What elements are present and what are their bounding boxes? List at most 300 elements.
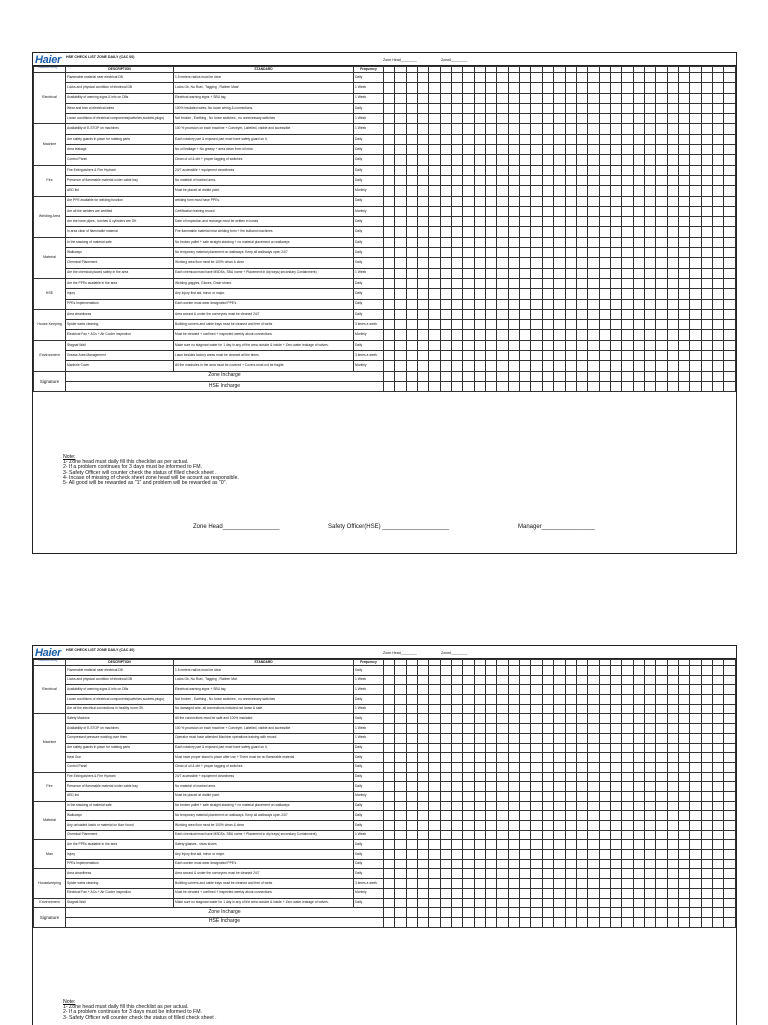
check-cell[interactable] bbox=[599, 361, 610, 371]
check-cell[interactable] bbox=[633, 155, 644, 165]
check-cell[interactable] bbox=[599, 289, 610, 299]
check-cell[interactable] bbox=[633, 134, 644, 144]
signature-cell[interactable] bbox=[576, 371, 587, 381]
signature-cell[interactable] bbox=[622, 371, 633, 381]
check-cell[interactable] bbox=[565, 811, 576, 821]
check-cell[interactable] bbox=[667, 351, 678, 361]
check-cell[interactable] bbox=[678, 850, 689, 860]
check-cell[interactable] bbox=[656, 114, 667, 124]
check-cell[interactable] bbox=[610, 830, 621, 840]
check-cell[interactable] bbox=[599, 340, 610, 350]
check-cell[interactable] bbox=[622, 278, 633, 288]
signature-cell[interactable] bbox=[599, 381, 610, 391]
check-cell[interactable] bbox=[508, 762, 519, 772]
check-cell[interactable] bbox=[667, 714, 678, 724]
check-cell[interactable] bbox=[452, 155, 463, 165]
check-cell[interactable] bbox=[633, 206, 644, 216]
check-cell[interactable] bbox=[474, 206, 485, 216]
check-cell[interactable] bbox=[667, 733, 678, 743]
check-cell[interactable] bbox=[497, 830, 508, 840]
check-cell[interactable] bbox=[712, 801, 723, 811]
check-cell[interactable] bbox=[588, 801, 599, 811]
check-cell[interactable] bbox=[520, 879, 531, 889]
check-cell[interactable] bbox=[565, 762, 576, 772]
check-cell[interactable] bbox=[565, 724, 576, 734]
check-cell[interactable] bbox=[497, 206, 508, 216]
check-cell[interactable] bbox=[452, 340, 463, 350]
check-cell[interactable] bbox=[667, 330, 678, 340]
check-cell[interactable] bbox=[429, 695, 440, 705]
signature-cell[interactable] bbox=[633, 917, 644, 927]
check-cell[interactable] bbox=[418, 145, 429, 155]
check-cell[interactable] bbox=[576, 165, 587, 175]
check-cell[interactable] bbox=[497, 879, 508, 889]
check-cell[interactable] bbox=[678, 299, 689, 309]
check-cell[interactable] bbox=[554, 237, 565, 247]
check-cell[interactable] bbox=[463, 685, 474, 695]
check-cell[interactable] bbox=[633, 830, 644, 840]
check-cell[interactable] bbox=[576, 685, 587, 695]
check-cell[interactable] bbox=[678, 227, 689, 237]
check-cell[interactable] bbox=[418, 237, 429, 247]
check-cell[interactable] bbox=[622, 320, 633, 330]
check-cell[interactable] bbox=[508, 237, 519, 247]
check-cell[interactable] bbox=[474, 695, 485, 705]
check-cell[interactable] bbox=[633, 124, 644, 134]
check-cell[interactable] bbox=[440, 666, 451, 676]
check-cell[interactable] bbox=[588, 258, 599, 268]
check-cell[interactable] bbox=[406, 724, 417, 734]
signature-cell[interactable] bbox=[440, 917, 451, 927]
check-cell[interactable] bbox=[418, 879, 429, 889]
check-cell[interactable] bbox=[463, 268, 474, 278]
check-cell[interactable] bbox=[429, 289, 440, 299]
check-cell[interactable] bbox=[724, 733, 736, 743]
signature-cell[interactable] bbox=[690, 381, 701, 391]
check-cell[interactable] bbox=[701, 782, 712, 792]
check-cell[interactable] bbox=[486, 850, 497, 860]
check-cell[interactable] bbox=[463, 83, 474, 93]
check-cell[interactable] bbox=[486, 821, 497, 831]
signature-cell[interactable] bbox=[701, 917, 712, 927]
check-cell[interactable] bbox=[542, 155, 553, 165]
check-cell[interactable] bbox=[633, 83, 644, 93]
check-cell[interactable] bbox=[576, 850, 587, 860]
check-cell[interactable] bbox=[508, 114, 519, 124]
check-cell[interactable] bbox=[531, 217, 542, 227]
check-cell[interactable] bbox=[678, 859, 689, 869]
check-cell[interactable] bbox=[701, 791, 712, 801]
check-cell[interactable] bbox=[610, 351, 621, 361]
signature-cell[interactable] bbox=[667, 381, 678, 391]
check-cell[interactable] bbox=[463, 821, 474, 831]
check-cell[interactable] bbox=[576, 340, 587, 350]
check-cell[interactable] bbox=[610, 299, 621, 309]
check-cell[interactable] bbox=[599, 772, 610, 782]
check-cell[interactable] bbox=[486, 888, 497, 898]
check-cell[interactable] bbox=[395, 278, 406, 288]
check-cell[interactable] bbox=[565, 782, 576, 792]
check-cell[interactable] bbox=[678, 801, 689, 811]
check-cell[interactable] bbox=[633, 320, 644, 330]
signature-cell[interactable] bbox=[406, 371, 417, 381]
check-cell[interactable] bbox=[542, 114, 553, 124]
check-cell[interactable] bbox=[644, 155, 655, 165]
check-cell[interactable] bbox=[724, 186, 736, 196]
signature-cell[interactable] bbox=[644, 371, 655, 381]
check-cell[interactable] bbox=[690, 743, 701, 753]
check-cell[interactable] bbox=[452, 695, 463, 705]
check-cell[interactable] bbox=[429, 762, 440, 772]
check-cell[interactable] bbox=[486, 330, 497, 340]
check-cell[interactable] bbox=[554, 898, 565, 908]
signature-cell[interactable] bbox=[508, 381, 519, 391]
check-cell[interactable] bbox=[452, 772, 463, 782]
check-cell[interactable] bbox=[395, 704, 406, 714]
check-cell[interactable] bbox=[542, 206, 553, 216]
check-cell[interactable] bbox=[520, 811, 531, 821]
check-cell[interactable] bbox=[395, 879, 406, 889]
check-cell[interactable] bbox=[644, 859, 655, 869]
check-cell[interactable] bbox=[406, 675, 417, 685]
signature-cell[interactable] bbox=[474, 917, 485, 927]
check-cell[interactable] bbox=[712, 289, 723, 299]
check-cell[interactable] bbox=[542, 330, 553, 340]
check-cell[interactable] bbox=[576, 227, 587, 237]
check-cell[interactable] bbox=[667, 361, 678, 371]
check-cell[interactable] bbox=[497, 289, 508, 299]
check-cell[interactable] bbox=[542, 103, 553, 113]
check-cell[interactable] bbox=[724, 666, 736, 676]
check-cell[interactable] bbox=[644, 801, 655, 811]
check-cell[interactable] bbox=[508, 268, 519, 278]
check-cell[interactable] bbox=[576, 888, 587, 898]
check-cell[interactable] bbox=[588, 340, 599, 350]
check-cell[interactable] bbox=[384, 289, 395, 299]
check-cell[interactable] bbox=[576, 675, 587, 685]
check-cell[interactable] bbox=[384, 840, 395, 850]
check-cell[interactable] bbox=[474, 772, 485, 782]
check-cell[interactable] bbox=[701, 361, 712, 371]
check-cell[interactable] bbox=[531, 340, 542, 350]
check-cell[interactable] bbox=[610, 196, 621, 206]
check-cell[interactable] bbox=[622, 733, 633, 743]
signature-cell[interactable] bbox=[406, 917, 417, 927]
check-cell[interactable] bbox=[440, 175, 451, 185]
check-cell[interactable] bbox=[554, 165, 565, 175]
check-cell[interactable] bbox=[724, 743, 736, 753]
check-cell[interactable] bbox=[531, 134, 542, 144]
check-cell[interactable] bbox=[452, 714, 463, 724]
check-cell[interactable] bbox=[724, 155, 736, 165]
check-cell[interactable] bbox=[406, 733, 417, 743]
check-cell[interactable] bbox=[576, 309, 587, 319]
signature-cell[interactable] bbox=[395, 381, 406, 391]
check-cell[interactable] bbox=[565, 685, 576, 695]
check-cell[interactable] bbox=[633, 330, 644, 340]
check-cell[interactable] bbox=[633, 258, 644, 268]
check-cell[interactable] bbox=[395, 155, 406, 165]
check-cell[interactable] bbox=[712, 114, 723, 124]
check-cell[interactable] bbox=[644, 330, 655, 340]
check-cell[interactable] bbox=[576, 248, 587, 258]
check-cell[interactable] bbox=[497, 186, 508, 196]
check-cell[interactable] bbox=[474, 801, 485, 811]
check-cell[interactable] bbox=[384, 330, 395, 340]
check-cell[interactable] bbox=[678, 762, 689, 772]
check-cell[interactable] bbox=[531, 114, 542, 124]
check-cell[interactable] bbox=[690, 821, 701, 831]
check-cell[interactable] bbox=[418, 850, 429, 860]
check-cell[interactable] bbox=[486, 93, 497, 103]
check-cell[interactable] bbox=[429, 811, 440, 821]
check-cell[interactable] bbox=[724, 791, 736, 801]
check-cell[interactable] bbox=[690, 782, 701, 792]
check-cell[interactable] bbox=[463, 227, 474, 237]
check-cell[interactable] bbox=[418, 801, 429, 811]
check-cell[interactable] bbox=[724, 268, 736, 278]
check-cell[interactable] bbox=[531, 227, 542, 237]
check-cell[interactable] bbox=[418, 330, 429, 340]
check-cell[interactable] bbox=[384, 278, 395, 288]
check-cell[interactable] bbox=[599, 258, 610, 268]
check-cell[interactable] bbox=[520, 704, 531, 714]
check-cell[interactable] bbox=[588, 268, 599, 278]
check-cell[interactable] bbox=[701, 175, 712, 185]
check-cell[interactable] bbox=[474, 268, 485, 278]
check-cell[interactable] bbox=[531, 320, 542, 330]
check-cell[interactable] bbox=[395, 743, 406, 753]
check-cell[interactable] bbox=[701, 299, 712, 309]
check-cell[interactable] bbox=[678, 186, 689, 196]
check-cell[interactable] bbox=[486, 898, 497, 908]
check-cell[interactable] bbox=[678, 155, 689, 165]
check-cell[interactable] bbox=[565, 850, 576, 860]
check-cell[interactable] bbox=[610, 320, 621, 330]
check-cell[interactable] bbox=[667, 898, 678, 908]
check-cell[interactable] bbox=[406, 830, 417, 840]
check-cell[interactable] bbox=[554, 801, 565, 811]
check-cell[interactable] bbox=[599, 791, 610, 801]
signature-cell[interactable] bbox=[610, 908, 621, 918]
check-cell[interactable] bbox=[395, 103, 406, 113]
check-cell[interactable] bbox=[656, 830, 667, 840]
check-cell[interactable] bbox=[622, 309, 633, 319]
check-cell[interactable] bbox=[588, 155, 599, 165]
check-cell[interactable] bbox=[622, 898, 633, 908]
check-cell[interactable] bbox=[429, 278, 440, 288]
check-cell[interactable] bbox=[486, 248, 497, 258]
check-cell[interactable] bbox=[656, 762, 667, 772]
check-cell[interactable] bbox=[520, 330, 531, 340]
check-cell[interactable] bbox=[656, 811, 667, 821]
check-cell[interactable] bbox=[656, 753, 667, 763]
signature-cell[interactable] bbox=[588, 917, 599, 927]
check-cell[interactable] bbox=[576, 724, 587, 734]
check-cell[interactable] bbox=[474, 782, 485, 792]
check-cell[interactable] bbox=[633, 217, 644, 227]
check-cell[interactable] bbox=[440, 724, 451, 734]
signature-cell[interactable] bbox=[395, 917, 406, 927]
check-cell[interactable] bbox=[644, 733, 655, 743]
check-cell[interactable] bbox=[667, 309, 678, 319]
check-cell[interactable] bbox=[588, 124, 599, 134]
check-cell[interactable] bbox=[463, 830, 474, 840]
check-cell[interactable] bbox=[497, 134, 508, 144]
check-cell[interactable] bbox=[520, 134, 531, 144]
check-cell[interactable] bbox=[531, 258, 542, 268]
check-cell[interactable] bbox=[440, 73, 451, 83]
check-cell[interactable] bbox=[452, 675, 463, 685]
check-cell[interactable] bbox=[644, 361, 655, 371]
check-cell[interactable] bbox=[667, 103, 678, 113]
check-cell[interactable] bbox=[384, 248, 395, 258]
check-cell[interactable] bbox=[667, 830, 678, 840]
check-cell[interactable] bbox=[701, 840, 712, 850]
check-cell[interactable] bbox=[610, 704, 621, 714]
check-cell[interactable] bbox=[418, 791, 429, 801]
check-cell[interactable] bbox=[724, 675, 736, 685]
signature-cell[interactable] bbox=[610, 381, 621, 391]
check-cell[interactable] bbox=[406, 320, 417, 330]
check-cell[interactable] bbox=[724, 289, 736, 299]
signature-cell[interactable] bbox=[531, 908, 542, 918]
check-cell[interactable] bbox=[599, 299, 610, 309]
check-cell[interactable] bbox=[633, 714, 644, 724]
check-cell[interactable] bbox=[712, 73, 723, 83]
check-cell[interactable] bbox=[599, 675, 610, 685]
check-cell[interactable] bbox=[440, 145, 451, 155]
signature-cell[interactable] bbox=[542, 371, 553, 381]
check-cell[interactable] bbox=[531, 695, 542, 705]
signature-cell[interactable] bbox=[712, 381, 723, 391]
signature-cell[interactable] bbox=[667, 908, 678, 918]
check-cell[interactable] bbox=[508, 124, 519, 134]
check-cell[interactable] bbox=[565, 278, 576, 288]
check-cell[interactable] bbox=[690, 695, 701, 705]
check-cell[interactable] bbox=[667, 811, 678, 821]
check-cell[interactable] bbox=[418, 175, 429, 185]
check-cell[interactable] bbox=[429, 704, 440, 714]
check-cell[interactable] bbox=[701, 278, 712, 288]
signature-cell[interactable] bbox=[406, 908, 417, 918]
check-cell[interactable] bbox=[565, 309, 576, 319]
check-cell[interactable] bbox=[531, 762, 542, 772]
signature-cell[interactable] bbox=[656, 917, 667, 927]
check-cell[interactable] bbox=[588, 206, 599, 216]
check-cell[interactable] bbox=[474, 879, 485, 889]
check-cell[interactable] bbox=[554, 340, 565, 350]
check-cell[interactable] bbox=[644, 196, 655, 206]
signature-cell[interactable] bbox=[724, 381, 736, 391]
check-cell[interactable] bbox=[701, 83, 712, 93]
check-cell[interactable] bbox=[418, 762, 429, 772]
check-cell[interactable] bbox=[610, 666, 621, 676]
check-cell[interactable] bbox=[463, 206, 474, 216]
check-cell[interactable] bbox=[497, 258, 508, 268]
check-cell[interactable] bbox=[463, 299, 474, 309]
check-cell[interactable] bbox=[418, 206, 429, 216]
check-cell[interactable] bbox=[656, 898, 667, 908]
check-cell[interactable] bbox=[599, 733, 610, 743]
check-cell[interactable] bbox=[712, 859, 723, 869]
check-cell[interactable] bbox=[406, 227, 417, 237]
check-cell[interactable] bbox=[565, 145, 576, 155]
check-cell[interactable] bbox=[678, 268, 689, 278]
check-cell[interactable] bbox=[724, 196, 736, 206]
check-cell[interactable] bbox=[440, 704, 451, 714]
check-cell[interactable] bbox=[644, 114, 655, 124]
check-cell[interactable] bbox=[712, 299, 723, 309]
check-cell[interactable] bbox=[395, 811, 406, 821]
check-cell[interactable] bbox=[520, 145, 531, 155]
signature-cell[interactable] bbox=[474, 371, 485, 381]
check-cell[interactable] bbox=[508, 309, 519, 319]
check-cell[interactable] bbox=[690, 888, 701, 898]
check-cell[interactable] bbox=[554, 330, 565, 340]
check-cell[interactable] bbox=[395, 258, 406, 268]
check-cell[interactable] bbox=[497, 299, 508, 309]
check-cell[interactable] bbox=[520, 850, 531, 860]
check-cell[interactable] bbox=[463, 733, 474, 743]
check-cell[interactable] bbox=[531, 165, 542, 175]
check-cell[interactable] bbox=[690, 237, 701, 247]
signature-cell[interactable] bbox=[633, 908, 644, 918]
check-cell[interactable] bbox=[508, 196, 519, 206]
check-cell[interactable] bbox=[610, 850, 621, 860]
check-cell[interactable] bbox=[429, 73, 440, 83]
check-cell[interactable] bbox=[554, 830, 565, 840]
check-cell[interactable] bbox=[463, 330, 474, 340]
check-cell[interactable] bbox=[678, 320, 689, 330]
check-cell[interactable] bbox=[452, 83, 463, 93]
check-cell[interactable] bbox=[542, 258, 553, 268]
check-cell[interactable] bbox=[724, 165, 736, 175]
check-cell[interactable] bbox=[418, 830, 429, 840]
check-cell[interactable] bbox=[395, 320, 406, 330]
check-cell[interactable] bbox=[542, 762, 553, 772]
check-cell[interactable] bbox=[395, 782, 406, 792]
check-cell[interactable] bbox=[576, 859, 587, 869]
check-cell[interactable] bbox=[622, 704, 633, 714]
check-cell[interactable] bbox=[588, 753, 599, 763]
check-cell[interactable] bbox=[633, 675, 644, 685]
check-cell[interactable] bbox=[690, 840, 701, 850]
check-cell[interactable] bbox=[644, 714, 655, 724]
check-cell[interactable] bbox=[622, 289, 633, 299]
check-cell[interactable] bbox=[599, 93, 610, 103]
check-cell[interactable] bbox=[622, 114, 633, 124]
check-cell[interactable] bbox=[531, 237, 542, 247]
check-cell[interactable] bbox=[542, 879, 553, 889]
check-cell[interactable] bbox=[644, 704, 655, 714]
check-cell[interactable] bbox=[678, 165, 689, 175]
check-cell[interactable] bbox=[542, 73, 553, 83]
check-cell[interactable] bbox=[474, 175, 485, 185]
check-cell[interactable] bbox=[610, 340, 621, 350]
check-cell[interactable] bbox=[712, 704, 723, 714]
check-cell[interactable] bbox=[497, 73, 508, 83]
check-cell[interactable] bbox=[520, 743, 531, 753]
check-cell[interactable] bbox=[565, 134, 576, 144]
check-cell[interactable] bbox=[599, 351, 610, 361]
signature-cell[interactable] bbox=[452, 908, 463, 918]
check-cell[interactable] bbox=[599, 859, 610, 869]
check-cell[interactable] bbox=[554, 791, 565, 801]
check-cell[interactable] bbox=[508, 217, 519, 227]
signature-cell[interactable] bbox=[712, 908, 723, 918]
check-cell[interactable] bbox=[712, 258, 723, 268]
